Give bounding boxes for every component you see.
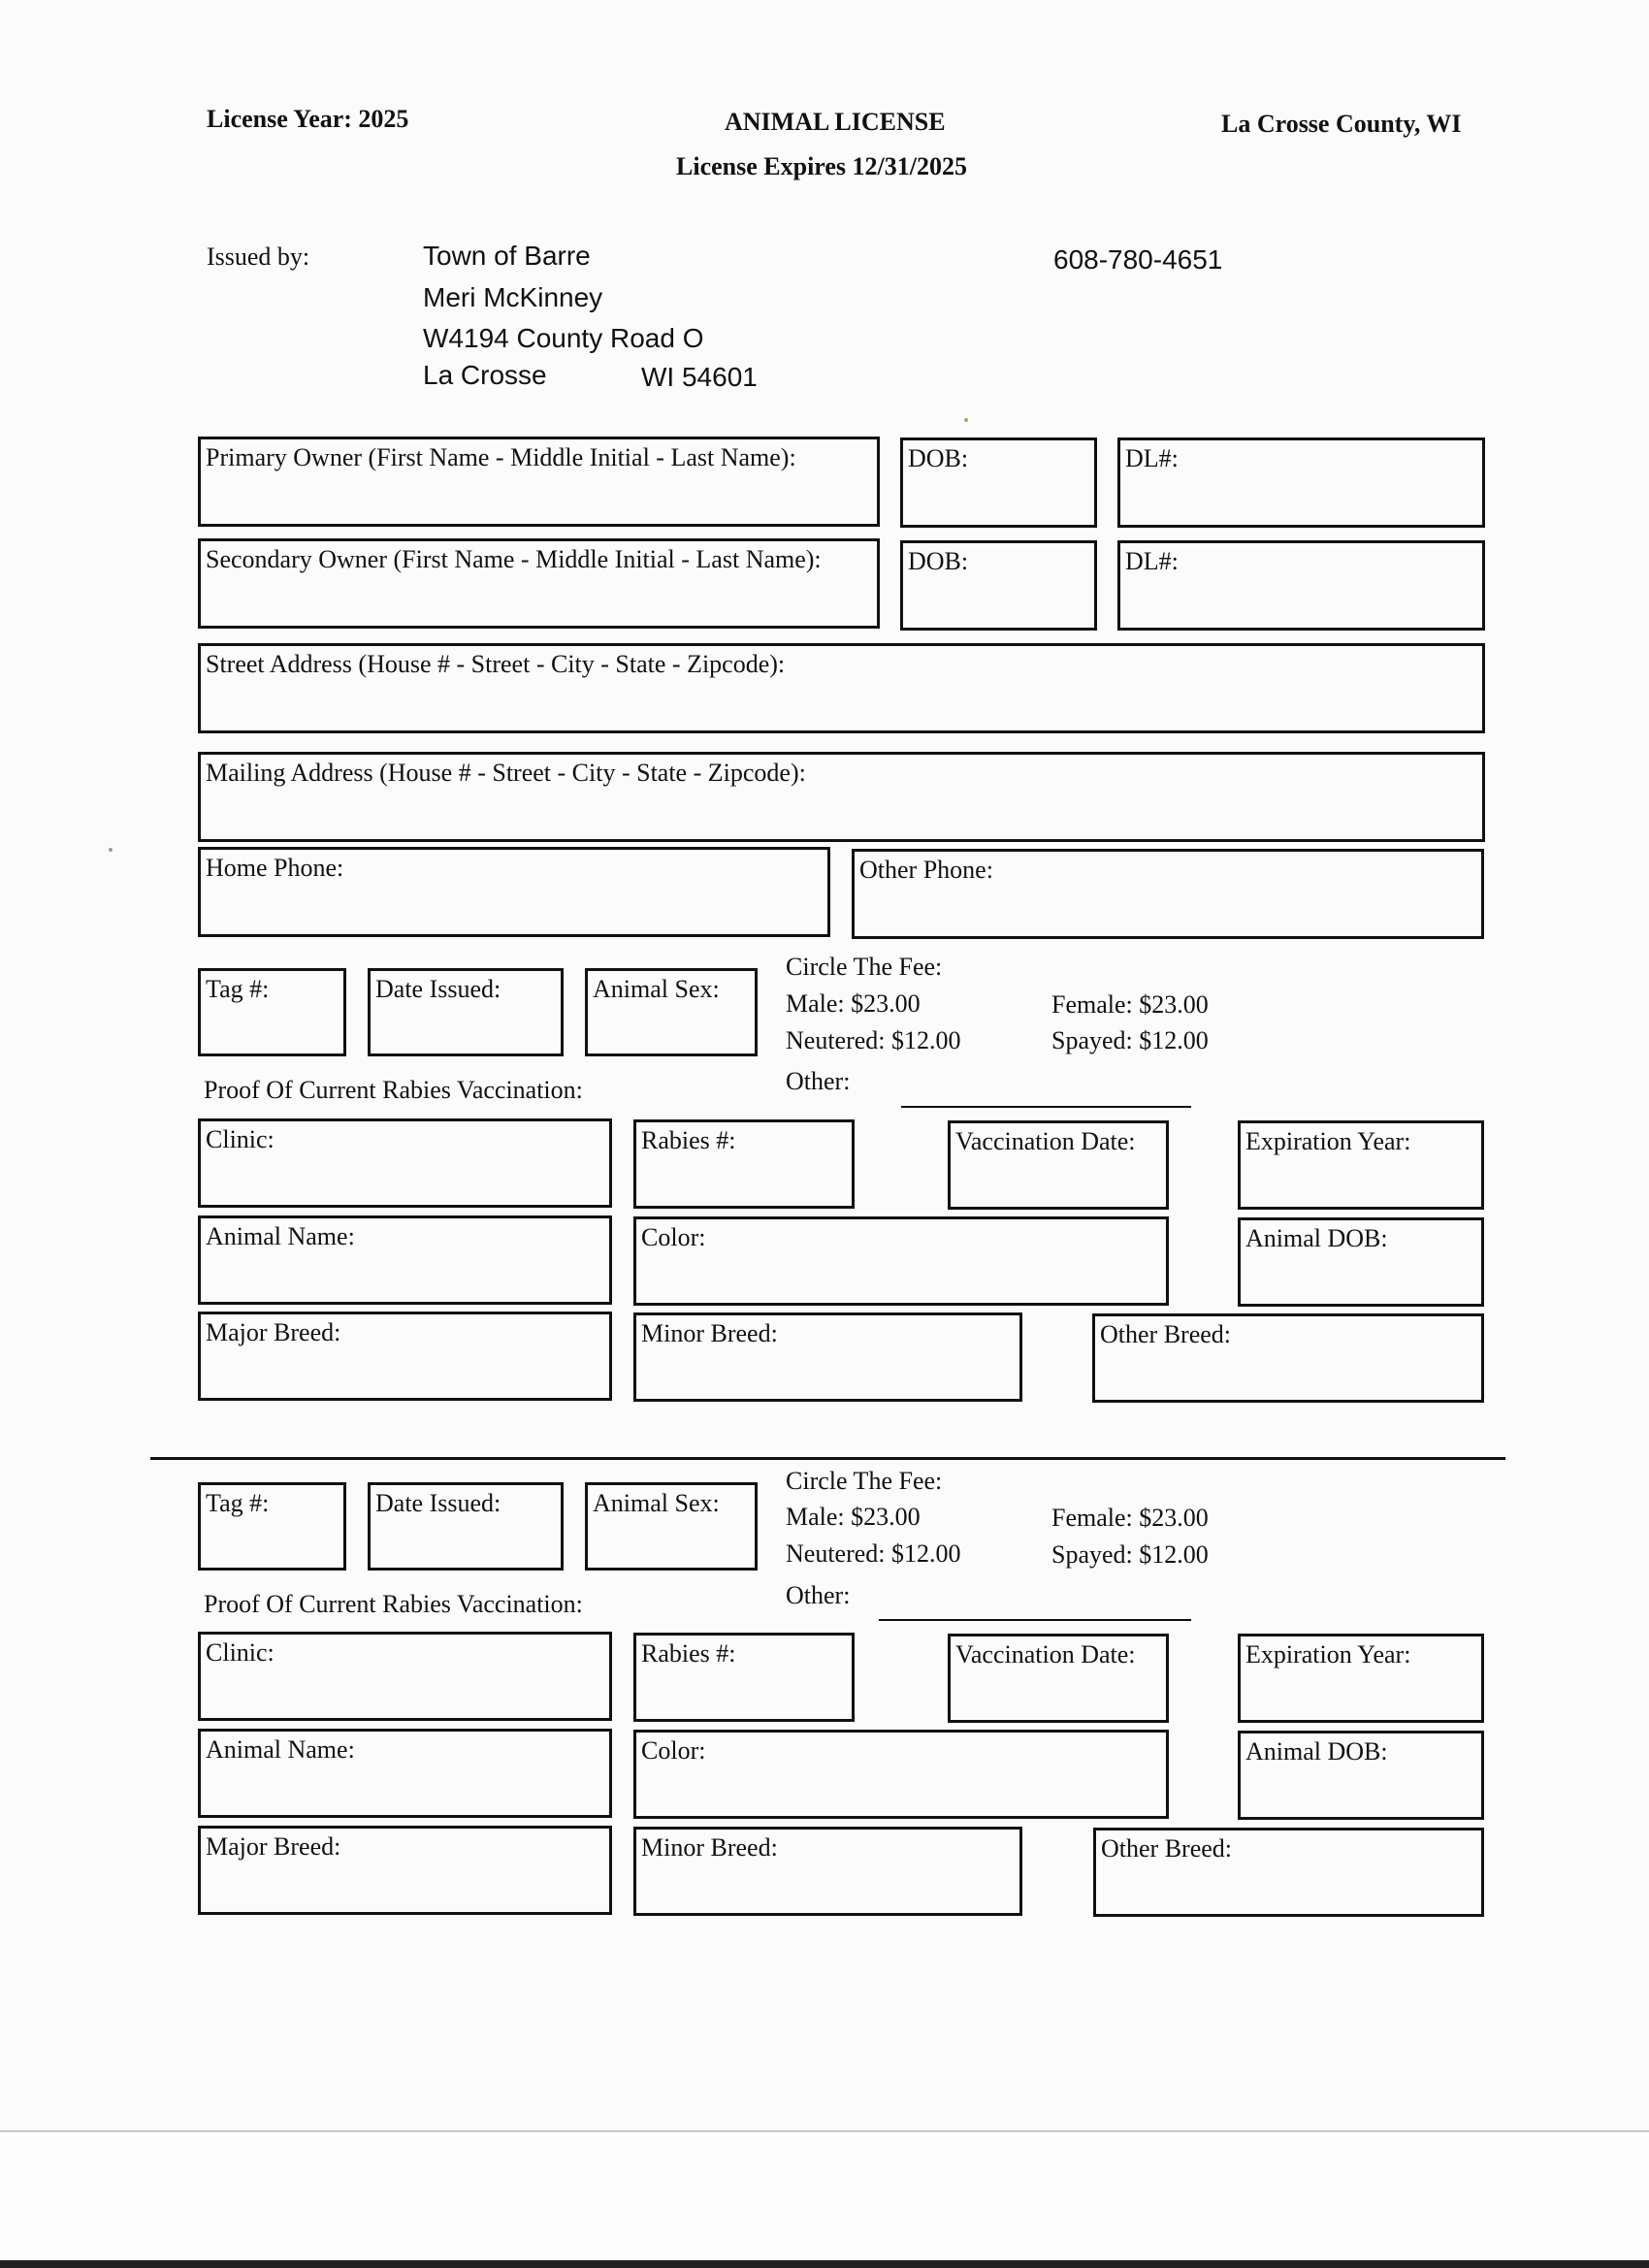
rabies-proof-label: Proof Of Current Rabies Vaccination: — [204, 1590, 583, 1618]
fee-other-line[interactable] — [901, 1106, 1191, 1108]
secondary-dl-label: DL#: — [1125, 547, 1179, 575]
animal-name-label: Animal Name: — [206, 1222, 355, 1250]
fee-neutered[interactable]: Neutered: $12.00 — [786, 1539, 961, 1568]
animal-dob-label: Animal DOB: — [1245, 1737, 1388, 1766]
color-field[interactable] — [633, 1730, 1169, 1819]
other-breed-label: Other Breed: — [1100, 1320, 1232, 1348]
fee-other-label: Other: — [786, 1581, 851, 1609]
tag-number-label: Tag #: — [206, 975, 270, 1003]
animal-dob-field[interactable] — [1238, 1217, 1484, 1307]
secondary-dl-field[interactable] — [1117, 540, 1485, 631]
color-field[interactable] — [633, 1216, 1169, 1306]
circle-fee-title: Circle The Fee: — [786, 1467, 943, 1495]
other-phone-field[interactable] — [852, 849, 1484, 939]
other-phone-label: Other Phone: — [859, 856, 993, 884]
issuer-phone: 608-780-4651 — [1053, 244, 1223, 275]
street-address-field[interactable] — [198, 643, 1485, 733]
mailing-address-field[interactable] — [198, 752, 1485, 842]
major-breed-label: Major Breed: — [206, 1318, 341, 1346]
animal-name-label: Animal Name: — [206, 1735, 355, 1764]
tag-number-label: Tag #: — [206, 1489, 270, 1517]
tag-number-field[interactable] — [198, 1482, 346, 1571]
major-breed-label: Major Breed: — [206, 1832, 341, 1861]
minor-breed-field[interactable] — [633, 1312, 1022, 1402]
scanner-backdrop — [0, 2132, 1649, 2268]
fee-female[interactable]: Female: $23.00 — [1051, 990, 1209, 1019]
issuer-town: Town of Barre — [423, 241, 591, 271]
fee-spayed[interactable]: Spayed: $12.00 — [1051, 1540, 1209, 1569]
primary-dl-label: DL#: — [1125, 444, 1179, 472]
fee-male[interactable]: Male: $23.00 — [786, 1503, 921, 1531]
clinic-field[interactable] — [198, 1632, 612, 1721]
major-breed-field[interactable] — [198, 1826, 612, 1915]
rabies-number-label: Rabies #: — [641, 1639, 736, 1668]
scan-speck — [109, 848, 113, 852]
clinic-field[interactable] — [198, 1118, 612, 1208]
expiration-year-field[interactable] — [1238, 1120, 1484, 1210]
minor-breed-label: Minor Breed: — [641, 1319, 778, 1347]
expiration-year-label: Expiration Year: — [1245, 1127, 1411, 1155]
issued-by-label: Issued by: — [207, 243, 310, 271]
rabies-number-field[interactable] — [633, 1119, 855, 1209]
home-phone-label: Home Phone: — [206, 854, 344, 882]
other-breed-field[interactable] — [1092, 1313, 1484, 1403]
license-expires: License Expires 12/31/2025 — [676, 152, 967, 180]
animal-name-field[interactable] — [198, 1215, 612, 1305]
animal-sex-field[interactable] — [585, 1482, 758, 1571]
issuer-name: Meri McKinney — [423, 282, 603, 312]
date-issued-label: Date Issued: — [375, 975, 501, 1003]
rabies-proof-label: Proof Of Current Rabies Vaccination: — [204, 1076, 583, 1104]
expiration-year-label: Expiration Year: — [1245, 1640, 1411, 1669]
animal-sex-field[interactable] — [585, 968, 758, 1056]
color-label: Color: — [641, 1736, 706, 1765]
animal-sex-label: Animal Sex: — [593, 975, 720, 1003]
secondary-owner-field[interactable] — [198, 538, 880, 629]
fee-other-label: Other: — [786, 1067, 851, 1095]
clinic-label: Clinic: — [206, 1125, 275, 1153]
vaccination-date-label: Vaccination Date: — [955, 1127, 1136, 1155]
issuer-street: W4194 County Road O — [423, 323, 704, 353]
primary-dob-field[interactable] — [900, 437, 1097, 528]
fee-neutered[interactable]: Neutered: $12.00 — [786, 1026, 961, 1054]
fee-female[interactable]: Female: $23.00 — [1051, 1504, 1209, 1532]
date-issued-field[interactable] — [368, 968, 564, 1056]
animal-dob-label: Animal DOB: — [1245, 1224, 1388, 1252]
other-breed-label: Other Breed: — [1101, 1834, 1233, 1863]
scan-speck — [964, 418, 968, 422]
vaccination-date-field[interactable] — [948, 1634, 1169, 1723]
animal-name-field[interactable] — [198, 1729, 612, 1818]
fee-other-line[interactable] — [879, 1619, 1191, 1621]
issuer-state-zip: WI 54601 — [641, 362, 758, 392]
date-issued-label: Date Issued: — [375, 1489, 501, 1517]
license-year: License Year: 2025 — [207, 105, 409, 133]
date-issued-field[interactable] — [368, 1482, 564, 1571]
minor-breed-field[interactable] — [633, 1827, 1022, 1916]
animal-dob-field[interactable] — [1238, 1731, 1484, 1820]
home-phone-field[interactable] — [198, 847, 830, 937]
clinic-label: Clinic: — [206, 1638, 275, 1667]
circle-fee-title: Circle The Fee: — [786, 953, 943, 981]
primary-owner-label: Primary Owner (First Name - Middle Initial - Last Name): — [206, 443, 796, 471]
primary-dl-field[interactable] — [1117, 437, 1485, 528]
color-label: Color: — [641, 1223, 706, 1251]
mailing-address-label: Mailing Address (House # - Street - City - State - Zipcode): — [206, 759, 806, 787]
scanner-border — [0, 2260, 1649, 2268]
secondary-owner-label: Secondary Owner (First Name - Middle Initial - Last Name): — [206, 545, 822, 573]
street-address-label: Street Address (House # - Street - City - State - Zipcode): — [206, 650, 786, 678]
other-breed-field[interactable] — [1093, 1828, 1484, 1917]
county-name: La Crosse County, WI — [1221, 110, 1462, 138]
secondary-dob-field[interactable] — [900, 540, 1097, 631]
section-divider — [150, 1457, 1505, 1460]
secondary-dob-label: DOB: — [908, 547, 969, 575]
rabies-number-field[interactable] — [633, 1633, 855, 1722]
expiration-year-field[interactable] — [1238, 1634, 1484, 1723]
vaccination-date-label: Vaccination Date: — [955, 1640, 1136, 1669]
rabies-number-label: Rabies #: — [641, 1126, 736, 1154]
primary-owner-field[interactable] — [198, 437, 880, 527]
vaccination-date-field[interactable] — [948, 1120, 1169, 1210]
minor-breed-label: Minor Breed: — [641, 1833, 778, 1862]
tag-number-field[interactable] — [198, 968, 346, 1056]
animal-sex-label: Animal Sex: — [593, 1489, 720, 1517]
primary-dob-label: DOB: — [908, 444, 969, 472]
fee-male[interactable]: Male: $23.00 — [786, 989, 921, 1018]
issuer-city: La Crosse — [423, 360, 547, 390]
form-title: ANIMAL LICENSE — [725, 108, 946, 136]
major-breed-field[interactable] — [198, 1312, 612, 1401]
fee-spayed[interactable]: Spayed: $12.00 — [1051, 1026, 1209, 1054]
